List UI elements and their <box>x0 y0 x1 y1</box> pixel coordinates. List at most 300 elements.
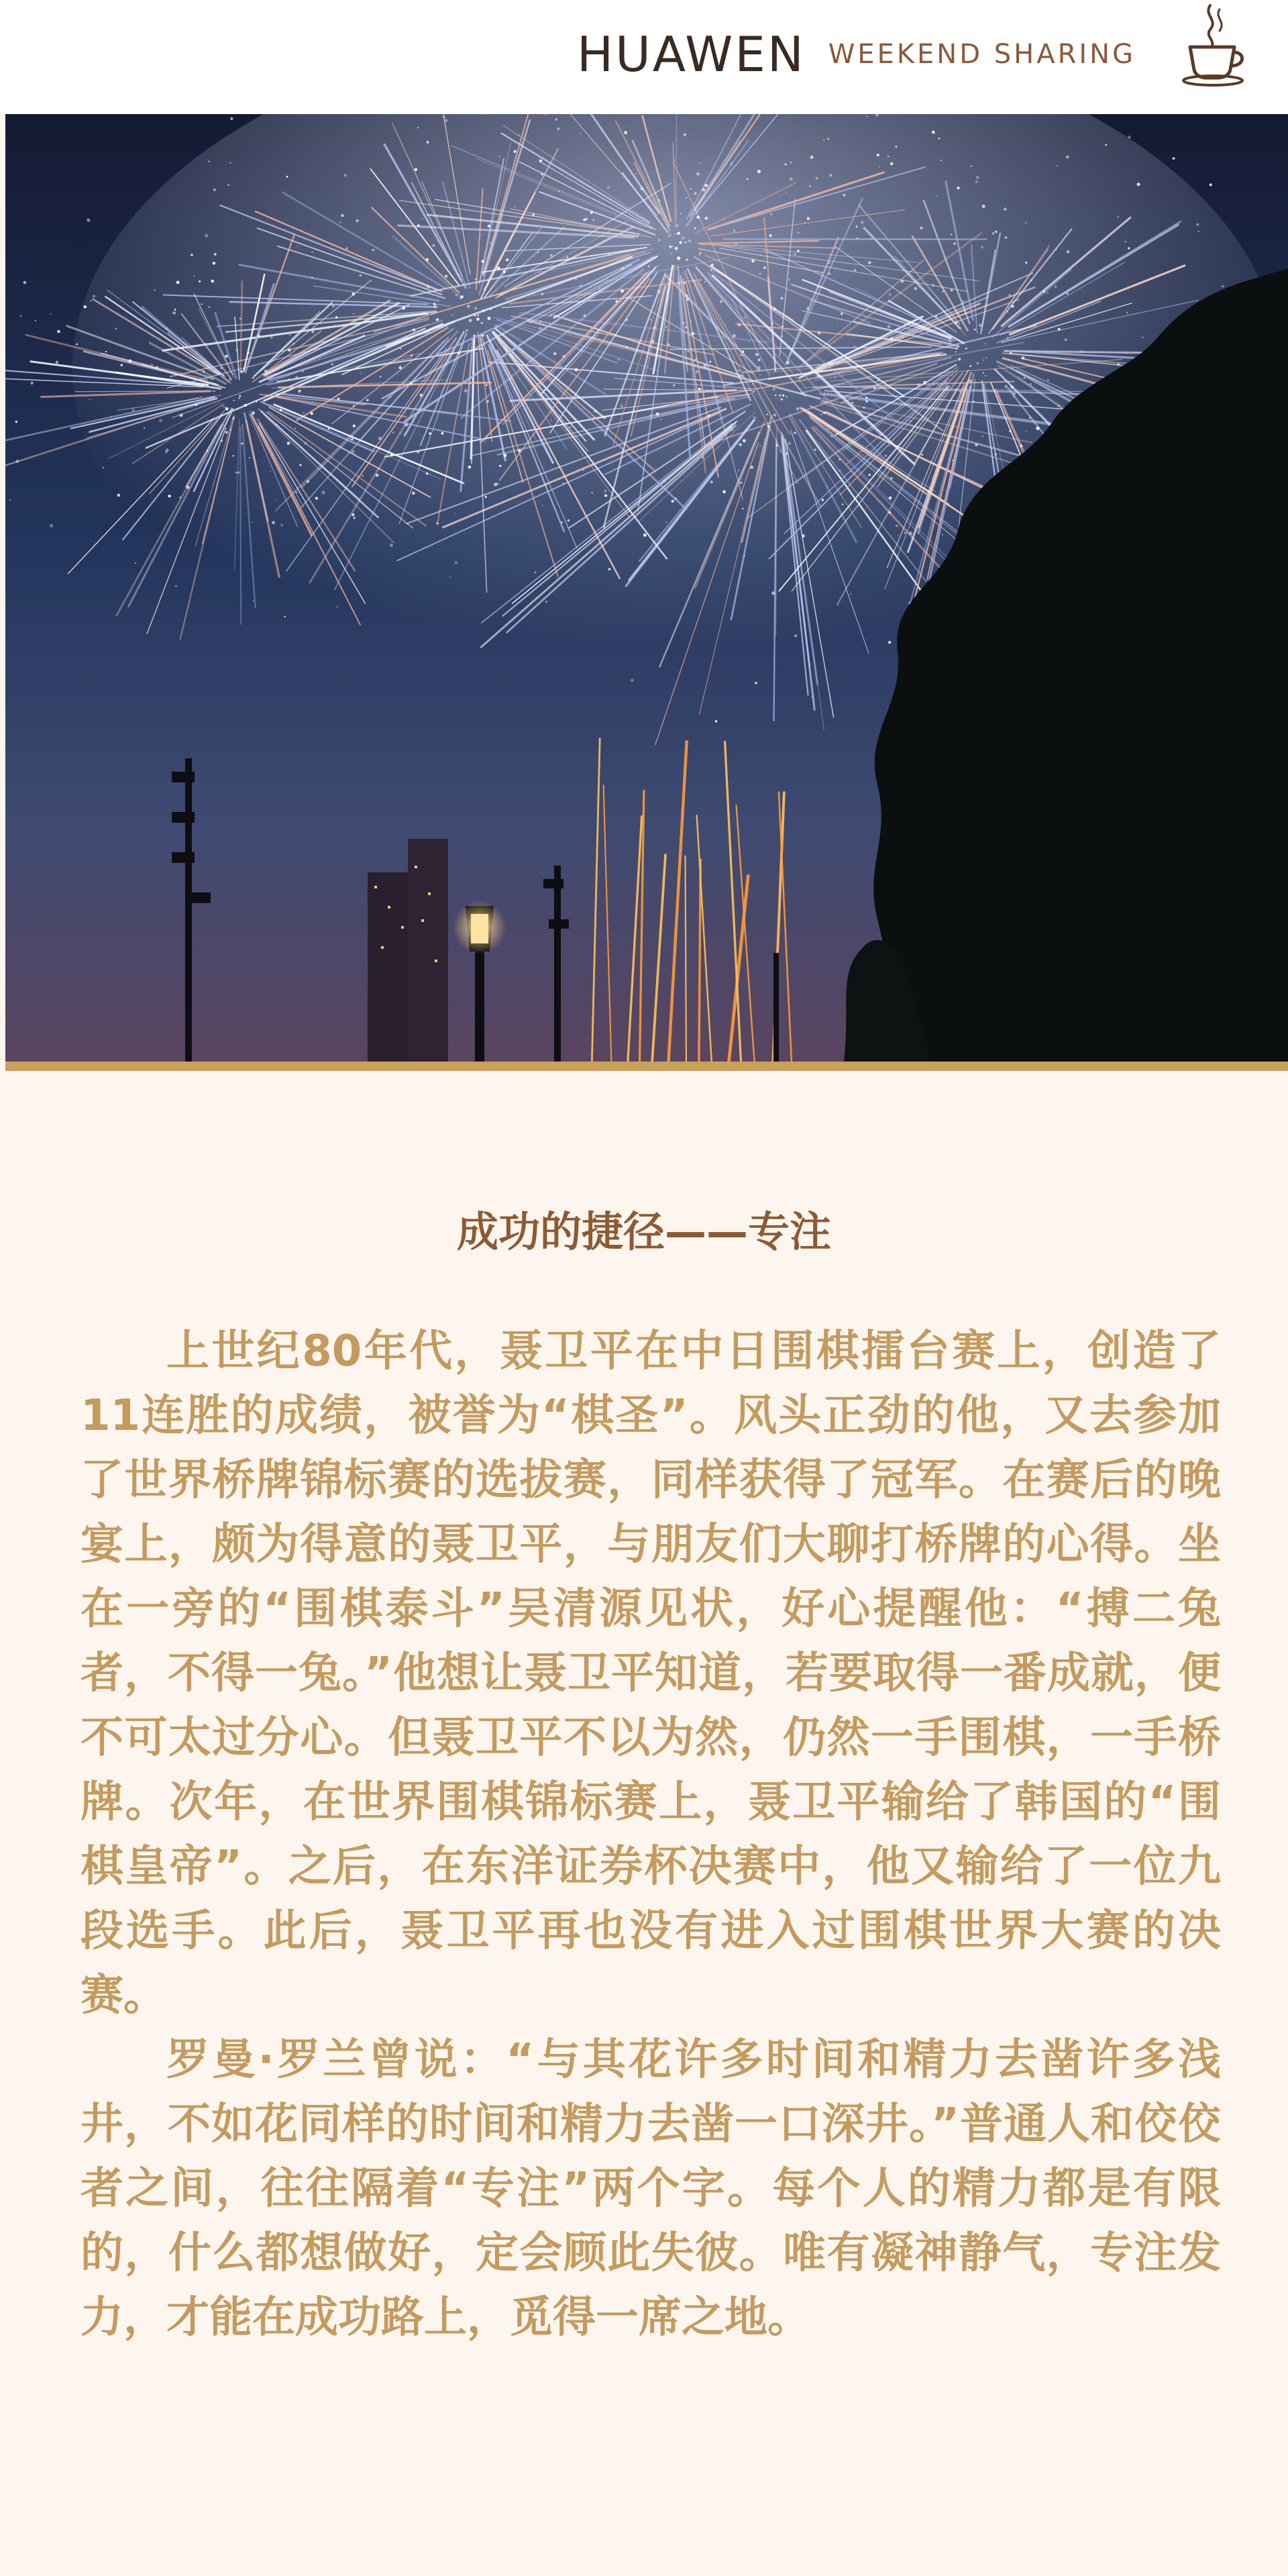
firework-glitter <box>685 326 687 328</box>
firework-glitter <box>1057 165 1058 166</box>
firework-glitter <box>445 119 448 122</box>
firework-glitter <box>604 494 607 497</box>
firework-glitter <box>545 601 547 603</box>
firework-glitter <box>917 383 920 386</box>
firework-glitter <box>467 305 470 307</box>
firework-glitter <box>213 189 216 191</box>
firework-glitter <box>985 343 987 345</box>
firework-glitter <box>684 282 686 285</box>
firework-glitter <box>759 374 761 376</box>
firework-glitter <box>233 455 235 457</box>
firework-glitter <box>854 269 857 272</box>
firework-glitter <box>943 291 944 292</box>
firework-glitter <box>694 192 697 195</box>
firework-glitter <box>486 402 487 403</box>
firework-glitter <box>351 438 354 441</box>
firework-glitter <box>665 326 667 328</box>
firework-glitter <box>594 410 597 413</box>
firework-glitter <box>214 395 215 397</box>
firework-glitter <box>890 162 894 166</box>
firework-glitter <box>839 458 841 460</box>
firework-glitter <box>656 412 659 415</box>
firework-glitter <box>176 280 180 284</box>
firework-glitter <box>186 486 190 489</box>
firework-glitter <box>353 405 354 407</box>
firework-glitter <box>103 467 104 468</box>
firework-glitter <box>898 535 899 536</box>
firework-glitter <box>89 399 91 401</box>
firework-glitter <box>877 154 879 156</box>
firework-glitter <box>252 411 255 415</box>
firework-glitter <box>672 246 674 247</box>
firework-glitter <box>209 161 210 162</box>
firework-glitter <box>1126 311 1128 313</box>
firework-glitter <box>788 442 791 445</box>
firework-glitter <box>229 378 232 381</box>
firework-glitter <box>1013 397 1014 398</box>
firework-glitter <box>230 429 231 430</box>
firework-glitter <box>550 419 551 421</box>
firework-glitter <box>205 234 208 238</box>
firework-glitter <box>981 246 983 248</box>
firework-glitter <box>264 370 268 373</box>
firework-glitter <box>675 233 676 234</box>
firework-glitter <box>743 439 746 442</box>
article-paragraph: 上世纪80年代，聂卫平在中日围棋擂台赛上，创造了11连胜的成绩，被誉为“棋圣”。风头正劲的他，又去参加了世界桥牌锦标赛的选拔赛，同样获得了冠军。在赛后的晚宴上，颇为得意的聂卫平，与朋友们大聊打桥牌的心得。坐在一旁的“围棋泰斗”吴清源见状，好心提醒他：“搏二兔者，不得一兔。”他想让聂卫平知道，若要取得一番成就，便不可太过分心。但聂卫平不以为然，仍然一手围棋，一手桥牌。次年，在世界围棋锦标赛上，聂卫平输给了韩国的“围棋皇帝”。之后，在东洋证券杯决赛中，他又输给了一位九段选手。此后，聂卫平再也没有进入过围棋世界大赛的决赛。 <box>80 1327 1221 2020</box>
firework-glitter <box>297 246 298 247</box>
firework-glitter <box>580 133 581 134</box>
firework-glitter <box>238 398 239 399</box>
firework-glitter <box>258 334 260 337</box>
firework-glitter <box>390 397 391 398</box>
firework-glitter <box>811 697 812 698</box>
firework-glitter <box>975 444 977 446</box>
firework-glitter <box>671 253 672 254</box>
firework-glitter <box>686 197 687 199</box>
firework-glitter <box>321 424 323 425</box>
firework-glitter <box>1025 262 1027 264</box>
firework-glitter <box>995 230 998 233</box>
firework-glitter <box>201 397 202 398</box>
firework-glitter <box>1173 157 1175 160</box>
firework-glitter <box>50 524 53 527</box>
firework-glitter <box>449 576 451 578</box>
firework-glitter <box>592 492 593 493</box>
firework-glitter <box>617 358 620 361</box>
firework-glitter <box>974 329 976 331</box>
firework-glitter <box>982 435 983 437</box>
firework-glitter <box>120 364 123 366</box>
firework-glitter <box>168 495 170 497</box>
firework-glitter <box>902 336 904 338</box>
firework-glitter <box>253 601 254 602</box>
page-header <box>0 0 1288 114</box>
firework-glitter <box>739 444 742 446</box>
firework-glitter <box>19 315 21 317</box>
firework-glitter <box>829 363 832 366</box>
firework-glitter <box>861 221 864 224</box>
firework-glitter <box>790 177 793 181</box>
firework-glitter <box>1009 294 1011 296</box>
firework-glitter <box>233 400 235 401</box>
firework-glitter <box>1125 241 1126 242</box>
firework-glitter <box>856 226 858 228</box>
firework-glitter <box>496 482 499 485</box>
firework-glitter <box>499 465 501 467</box>
firework-glitter <box>427 141 429 144</box>
firework-glitter <box>464 389 468 393</box>
firework-glitter <box>237 409 239 410</box>
firework-glitter <box>235 472 237 474</box>
firework-glitter <box>810 156 814 159</box>
firework-glitter <box>665 216 667 218</box>
firework-glitter <box>828 262 830 264</box>
firework-glitter <box>570 426 571 427</box>
firework-glitter <box>1055 285 1057 288</box>
firework-glitter <box>159 419 162 422</box>
firework-glitter <box>797 250 800 252</box>
firework-glitter <box>272 521 275 525</box>
firework-glitter <box>84 305 87 308</box>
brand <box>577 24 1136 85</box>
firework-glitter <box>743 556 745 558</box>
firework-glitter <box>353 313 354 315</box>
firework-glitter <box>534 571 536 573</box>
firework-glitter <box>415 168 417 170</box>
firework-glitter <box>796 407 800 411</box>
firework-glitter <box>823 140 824 141</box>
firework-glitter <box>539 320 541 322</box>
firework-glitter <box>955 348 957 350</box>
firework-glitter <box>738 469 740 471</box>
firework-glitter <box>604 490 607 493</box>
firework-glitter <box>488 317 491 320</box>
firework-glitter <box>443 115 445 118</box>
firework-glitter <box>1004 333 1005 334</box>
firework-glitter <box>454 513 455 514</box>
firework-glitter <box>1024 377 1025 378</box>
firework-glitter <box>280 409 282 411</box>
firework-glitter <box>322 491 325 495</box>
firework-glitter <box>839 470 841 471</box>
firework-glitter <box>346 248 348 250</box>
firework-glitter <box>758 358 761 361</box>
firework-glitter <box>677 256 680 260</box>
firework-glitter <box>230 117 233 121</box>
firework-glitter <box>865 400 868 403</box>
firework-glitter <box>558 191 559 192</box>
firework-glitter <box>504 454 507 457</box>
firework-glitter <box>288 349 290 352</box>
firework-glitter <box>738 370 740 372</box>
firework-glitter <box>648 265 651 268</box>
firework-glitter <box>888 325 891 328</box>
firework-glitter <box>771 213 772 215</box>
firework-glitter <box>818 331 820 334</box>
article-title: 成功的捷径——专注 <box>456 1207 831 1256</box>
firework-glitter <box>539 160 543 163</box>
firework-glitter <box>772 388 775 391</box>
firework-glitter <box>229 162 231 163</box>
firework-glitter <box>889 497 892 500</box>
firework-glitter <box>35 320 36 321</box>
firework-glitter <box>740 482 741 484</box>
firework-glitter <box>785 164 787 166</box>
firework-glitter <box>553 352 557 356</box>
firework-glitter <box>708 316 710 317</box>
firework-glitter <box>896 525 898 527</box>
firework-glitter <box>566 422 568 423</box>
firework-glitter <box>353 425 356 427</box>
firework-glitter <box>775 395 776 396</box>
firework-glitter <box>339 222 341 223</box>
firework-glitter <box>331 304 335 307</box>
firework-glitter <box>23 281 27 285</box>
firework-glitter <box>871 342 873 343</box>
firework-glitter <box>955 321 957 323</box>
firework-glitter <box>390 311 392 312</box>
firework-glitter <box>50 313 52 315</box>
firework-glitter <box>475 315 476 317</box>
firework-glitter <box>785 452 788 455</box>
firework-glitter <box>773 413 775 416</box>
firework-glitter <box>895 146 897 148</box>
firework-glitter <box>203 370 205 372</box>
firework-glitter <box>843 194 845 197</box>
firework-glitter <box>790 162 792 164</box>
firework-glitter <box>699 254 700 256</box>
firework-glitter <box>179 497 180 498</box>
firework-glitter <box>469 319 472 322</box>
firework-glitter <box>757 170 761 173</box>
firework-glitter <box>868 261 871 264</box>
firework-glitter <box>172 311 176 315</box>
firework-glitter <box>225 354 228 358</box>
firework-glitter <box>942 534 943 535</box>
firework-glitter <box>677 282 680 285</box>
firework-glitter <box>480 322 482 324</box>
firework-glitter <box>831 435 833 437</box>
firework-glitter <box>380 376 382 378</box>
firework-glitter <box>356 219 358 222</box>
firework-glitter <box>953 242 956 245</box>
firework-glitter <box>562 482 564 484</box>
firework-glitter <box>1030 280 1032 281</box>
firework-glitter <box>755 682 757 684</box>
firework-glitter <box>468 466 471 468</box>
firework-glitter <box>510 378 512 380</box>
firework-glitter <box>90 300 91 301</box>
firework-glitter <box>490 243 491 244</box>
firework-glitter <box>486 384 488 386</box>
firework-glitter <box>15 421 17 423</box>
firework-glitter <box>476 317 479 320</box>
firework-glitter <box>550 254 553 257</box>
firework-glitter <box>220 367 222 369</box>
firework-glitter <box>753 416 755 418</box>
firework-glitter <box>249 457 250 458</box>
brand-main-text: HUAWEN <box>577 26 806 83</box>
firework-glitter <box>941 160 942 161</box>
firework-glitter <box>541 173 543 176</box>
firework-glitter <box>221 440 223 442</box>
firework-glitter <box>315 497 318 499</box>
firework-glitter <box>537 252 539 253</box>
firework-glitter <box>105 351 107 352</box>
firework-glitter <box>657 290 661 293</box>
firework-glitter <box>744 317 746 319</box>
firework-glitter <box>1081 350 1083 352</box>
firework-glitter <box>863 407 865 409</box>
firework-glitter <box>696 172 700 176</box>
firework-glitter <box>287 442 290 445</box>
firework-glitter <box>626 346 628 348</box>
firework-glitter <box>30 381 34 384</box>
firework-glitter <box>755 353 759 356</box>
fireworks-illustration <box>5 114 1288 1062</box>
firework-glitter <box>1058 328 1061 331</box>
firework-glitter <box>937 470 938 472</box>
firework-glitter <box>1210 183 1212 186</box>
firework-glitter <box>328 428 330 430</box>
firework-glitter <box>751 260 755 263</box>
firework-glitter <box>665 521 667 523</box>
firework-glitter <box>694 213 695 215</box>
firework-glitter <box>311 276 313 278</box>
firework-glitter <box>862 454 863 456</box>
firework-glitter <box>344 174 347 177</box>
firework-glitter <box>488 225 490 227</box>
firework-glitter <box>994 453 997 456</box>
firework-glitter <box>932 131 935 134</box>
firework-glitter <box>695 358 696 360</box>
firework-glitter <box>957 187 959 189</box>
firework-glitter <box>93 295 95 298</box>
firework-glitter <box>56 361 58 364</box>
firework-glitter <box>826 486 828 487</box>
firework-glitter <box>514 150 517 153</box>
firework-glitter <box>331 364 333 366</box>
firework-glitter <box>1020 444 1022 447</box>
firework-glitter <box>441 432 444 435</box>
firework-glitter <box>366 399 369 401</box>
firework-glitter <box>763 266 766 269</box>
firework-glitter <box>225 407 228 410</box>
firework-glitter <box>232 417 235 420</box>
firework-glitter <box>827 428 828 429</box>
firework-glitter <box>276 423 278 425</box>
firework-glitter <box>337 606 338 607</box>
firework-glitter <box>213 262 215 264</box>
firework-glitter <box>1036 427 1039 430</box>
firework-glitter <box>759 272 761 274</box>
firework-glitter <box>412 492 415 495</box>
firework-glitter <box>87 219 90 222</box>
firework-glitter <box>873 387 875 389</box>
firework-glitter <box>284 616 286 618</box>
firework-glitter <box>539 327 542 330</box>
article-paragraph: 罗曼·罗兰曾说：“与其花许多时间和精力去凿许多浅井，不如花同样的时间和精力去凿一口深井。”普通人和佼佼者之间，往往隔着“专注”两个字。每个人的精力都是有限的，什么都想做好，定会顾此失彼。唯有凝神静气，专注发力，才能在成功路上，觅得一席之地。 <box>80 2035 1221 2342</box>
firework-glitter <box>256 401 258 403</box>
firework-glitter <box>758 366 761 369</box>
firework-glitter <box>445 274 448 278</box>
firework-glitter <box>649 415 651 416</box>
firework-glitter <box>1042 290 1046 293</box>
firework-glitter <box>1046 292 1049 294</box>
firework-glitter <box>621 289 624 293</box>
firework-glitter <box>828 272 831 275</box>
firework-glitter <box>583 469 584 470</box>
firework-glitter <box>423 312 425 315</box>
firework-glitter <box>690 189 692 190</box>
brand-sub-text: WEEKEND SHARING <box>828 39 1136 70</box>
firework-glitter <box>879 166 880 168</box>
firework-glitter <box>742 350 745 353</box>
firework-glitter <box>299 364 301 366</box>
firework-glitter <box>733 334 736 338</box>
firework-glitter <box>1222 285 1224 287</box>
firework-glitter <box>458 352 460 354</box>
firework-glitter <box>685 242 686 243</box>
firework-glitter <box>976 176 979 179</box>
firework-glitter <box>827 138 829 140</box>
firework-glitter <box>390 544 393 547</box>
firework-glitter <box>715 720 717 722</box>
firework-glitter <box>759 446 761 447</box>
firework-glitter <box>417 450 419 453</box>
firework-streak <box>699 860 700 1062</box>
firework-glitter <box>436 318 439 321</box>
firework-glitter <box>948 338 951 342</box>
firework-glitter <box>650 319 652 321</box>
firework-glitter <box>782 395 784 397</box>
firework-glitter <box>201 303 203 305</box>
firework-glitter <box>174 309 176 311</box>
firework-glitter <box>938 138 941 140</box>
firework-glitter <box>376 474 379 477</box>
firework-glitter <box>983 372 984 374</box>
firework-glitter <box>983 359 984 360</box>
firework-glitter <box>798 232 799 234</box>
firework-glitter <box>684 133 686 136</box>
firework-glitter <box>1025 222 1026 223</box>
firework-spark <box>240 426 241 624</box>
firework-glitter <box>311 251 313 253</box>
firework-glitter <box>299 464 301 466</box>
firework-glitter <box>982 205 985 208</box>
firework-glitter <box>657 238 661 242</box>
firework-glitter <box>295 376 299 379</box>
firework-glitter <box>15 460 19 463</box>
firework-glitter <box>753 391 755 393</box>
firework-glitter <box>1066 156 1069 159</box>
firework-glitter <box>583 219 586 221</box>
firework-glitter <box>680 213 682 214</box>
firework-glitter <box>341 214 343 217</box>
firework-glitter <box>1142 337 1143 338</box>
firework-glitter <box>963 301 964 302</box>
firework-glitter <box>1118 363 1120 365</box>
firework-glitter <box>766 414 767 415</box>
firework-glitter <box>1128 247 1130 249</box>
firework-glitter <box>214 391 215 392</box>
firework-glitter <box>809 185 810 187</box>
firework-glitter <box>677 232 680 235</box>
firework-glitter <box>372 249 375 252</box>
firework-glitter <box>180 414 183 417</box>
firework-glitter <box>466 329 468 331</box>
firework-glitter <box>1012 393 1016 396</box>
